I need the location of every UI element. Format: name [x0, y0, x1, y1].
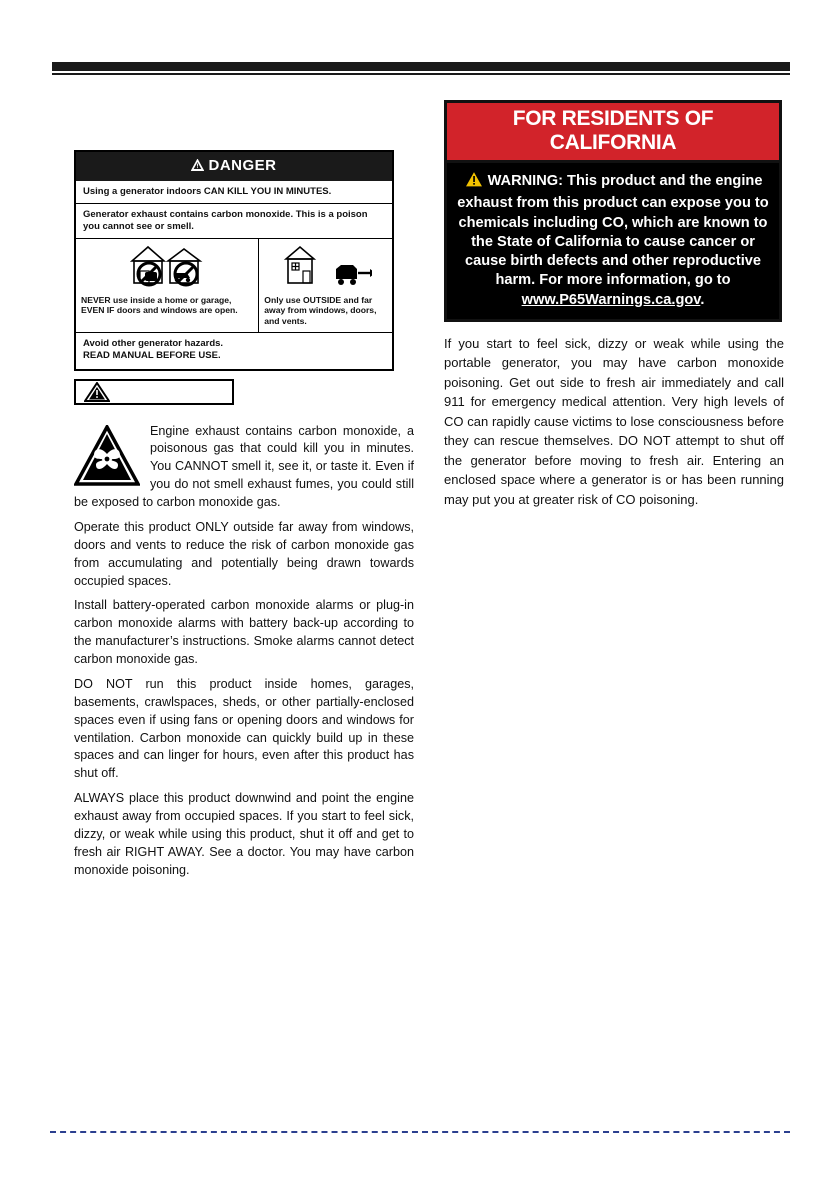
safety-paragraph-2: Install battery-operated carbon monoxide alarms or plug-in carbon monoxide alarms with battery back-up according to the manufacturer’s instructions. Smoke alarms cannot detect carbon monoxide gas. — [74, 598, 414, 667]
warning-triangle-icon — [191, 158, 204, 175]
left-column — [74, 100, 414, 887]
pictogram-caption-outside-only: Only use OUTSIDE and far away from windows, doors, and vents. — [264, 294, 377, 327]
exhaust-hazard-icon — [74, 425, 140, 487]
california-prop65-box — [444, 100, 782, 322]
house-and-generator-outside-icon — [280, 241, 372, 291]
california-warning-label: WARNING: — [487, 173, 563, 189]
california-warning-text: This product and the engine exhaust from this product can expose you to chemicals including CO, which are known to the State of California to cause cancer or cause birth defects and other reproductive harm. For more information, go to — [457, 173, 769, 289]
house-no-generator-icon — [128, 241, 206, 291]
danger-label-header — [76, 152, 392, 181]
safety-paragraph-4: ALWAYS place this product downwind and point the engine exhaust away from occupied spaces. If you start to feel sick, dizzy, or weak while using this product, shut it off and get to fresh air RIGHT AWAY. See a doctor. You may have carbon monoxide poisoning. — [74, 791, 414, 877]
header-rule-thick — [52, 62, 790, 71]
warning-strip — [74, 379, 234, 405]
carbon-monoxide-block — [74, 423, 414, 512]
footer-dashed-rule — [50, 1131, 790, 1133]
header-rule-thin — [52, 73, 790, 75]
warning-triangle-icon-california — [464, 170, 484, 194]
california-link-suffix: . — [700, 291, 705, 308]
safety-paragraph-3: DO NOT run this product inside homes, garages, basements, crawlspaces, sheds, or other partially-enclosed spaces even if using fans or opening doors and windows for ventilation. Carbon monoxide can quickly build up in these spaces and can linger for hours, even after this product has shut off. — [74, 676, 414, 781]
exhaust-paragraph: Engine exhaust contains carbon monoxide, a poisonous gas that could kill you in minutes. You CANNOT smell it, see it, or taste it. Even if you do not smell exhaust fumes, you could still be exposed to carbon monoxide gas. — [74, 423, 414, 510]
pictogram-art-outside-only — [264, 243, 387, 291]
danger-footer — [76, 333, 392, 369]
danger-line-1: Using a generator indoors CAN KILL YOU IN MINUTES. — [76, 181, 392, 204]
danger-footer-line-1: Avoid other generator hazards. — [83, 337, 224, 349]
pictogram-caption-no-indoor: NEVER use inside a home or garage, EVEN IF doors and windows are open. — [81, 294, 238, 316]
right-column-paragraph: If you start to feel sick, dizzy or weak while using the portable generator, you may have carbon monoxide poisoning. Get out side to fresh air immediately and call 911 for emergency medical attention. Very high levels of CO can rapidly cause victims to lose consciousness before they can rescue themselves. DO NOT attempt to shut off the generator before moving to fresh air. Entering an enclosed space where a generator is or has been running may put you at greater risk of CO poisoning. — [444, 335, 784, 507]
danger-word: DANGER — [208, 157, 277, 174]
pictogram-cell-outside-only — [259, 239, 392, 332]
danger-label — [74, 150, 394, 371]
danger-pictograms — [76, 239, 392, 333]
pictogram-cell-no-indoor — [76, 239, 259, 332]
danger-footer-line-2: READ MANUAL BEFORE USE. — [83, 350, 221, 362]
california-box-body — [447, 163, 779, 319]
pictogram-art-no-indoor — [81, 243, 253, 291]
safety-paragraph-1: Operate this product ONLY outside far away from windows, doors and vents to reduce the risk of carbon monoxide gas from accumulating and potentially being drawn towards occupied spaces. — [74, 519, 414, 588]
danger-line-2: Generator exhaust contains carbon monoxide. This is a poison you cannot see or smell. — [76, 204, 392, 239]
right-column — [444, 100, 784, 509]
p65-warnings-link[interactable]: www.P65Warnings.ca.gov — [521, 291, 701, 308]
california-box-title: FOR RESIDENTS OF CALIFORNIA — [447, 103, 779, 163]
warning-triangle-icon-strip — [84, 382, 110, 402]
